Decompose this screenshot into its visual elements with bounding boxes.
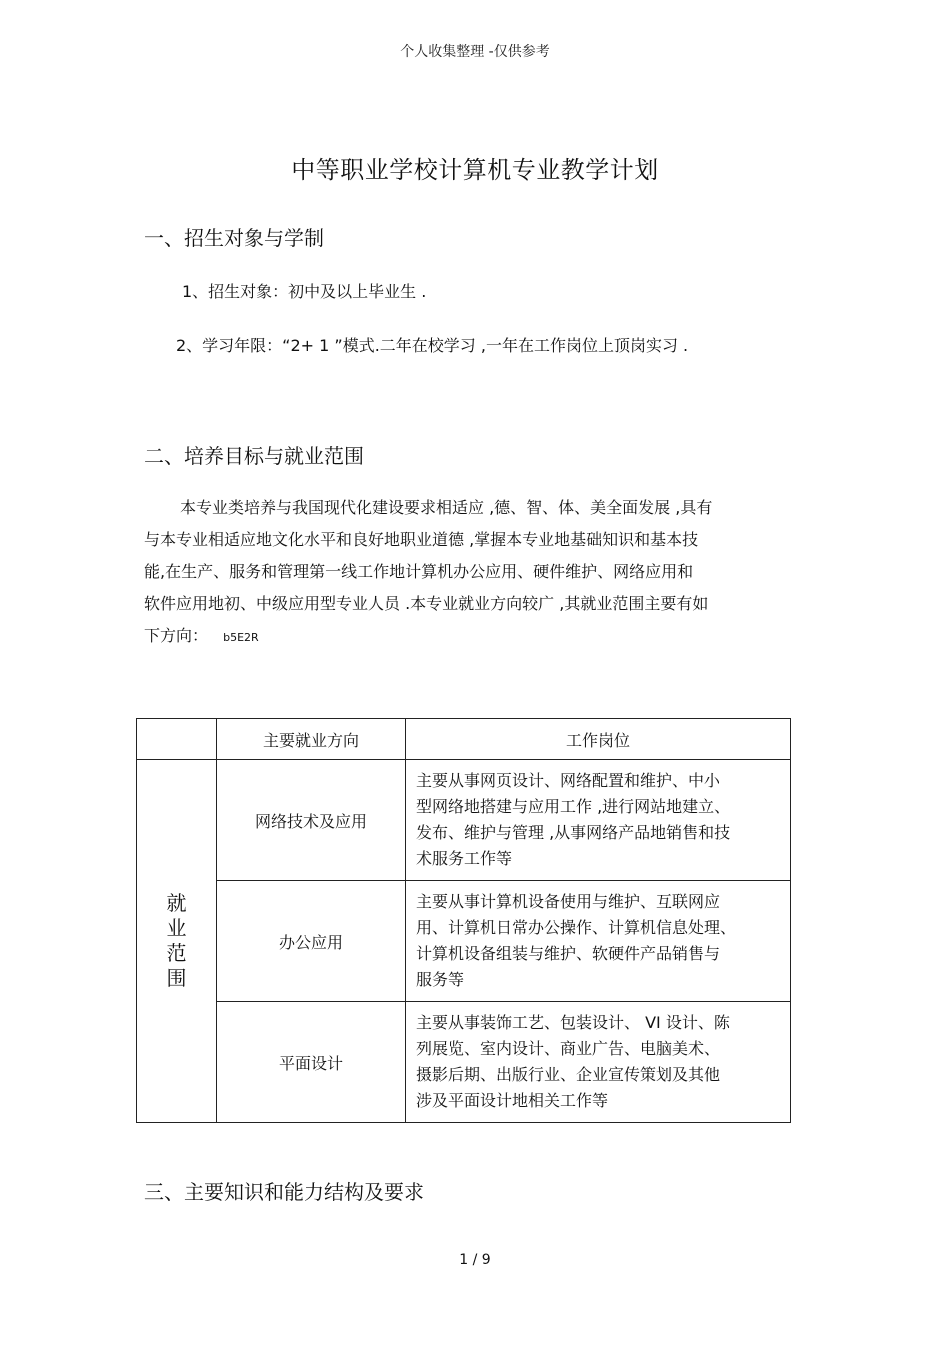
positions-line: 摄影后期、出版行业、企业宣传策划及其他 — [416, 1065, 721, 1084]
employment-table — [136, 718, 791, 1123]
positions-line: 用、计算机日常办公操作、计算机信息处理、 — [416, 918, 737, 937]
positions-line: 涉及平面设计地相关工作等 — [416, 1091, 609, 1110]
body-line: 与本专业相适应地文化水平和良好地职业道德 ,掌握本专业地基础知识和基本技 — [144, 530, 699, 549]
positions-line: 型网络地搭建与应用工作 ,进行网站地建立、 — [416, 797, 731, 816]
positions-cell — [406, 760, 791, 881]
header-cell-direction: 主要就业方向 — [217, 719, 406, 760]
body-note: b5E2R — [223, 631, 259, 644]
positions-line: 主要从事计算机设备使用与维护、互联网应 — [416, 892, 721, 911]
header-cell-empty — [137, 719, 217, 760]
page-header: 个人收集整理 -仅供参考 — [400, 44, 550, 60]
section2-body — [144, 492, 824, 654]
positions-line: 列展览、室内设计、商业广告、电脑美术、 — [416, 1039, 721, 1058]
positions-line: 主要从事装饰工艺、包装设计、 VI 设计、陈 — [416, 1013, 730, 1032]
positions-line: 计算机设备组装与维护、软硬件产品销售与 — [416, 944, 721, 963]
header-cell-positions: 工作岗位 — [406, 719, 791, 760]
positions-line: 服务等 — [416, 970, 465, 989]
positions-cell — [406, 1002, 791, 1123]
section1-item1: 1、招生对象：初中及以上毕业生 . — [182, 282, 427, 301]
table-row — [137, 881, 791, 1002]
body-line: 本专业类培养与我国现代化建设要求相适应 ,德、智、体、美全面发展 ,具有 — [180, 498, 713, 517]
positions-cell — [406, 881, 791, 1002]
positions-line: 术服务工作等 — [416, 849, 513, 868]
document-title: 中等职业学校计算机专业教学计划 — [291, 156, 659, 184]
direction-cell: 网络技术及应用 — [217, 760, 406, 881]
page-number: 1 / 9 — [459, 1252, 491, 1268]
section1-item2: 2、学习年限：“2+ 1 ”模式.二年在校学习 ,一年在工作岗位上顶岗实习 . — [176, 336, 689, 355]
table-row — [137, 760, 791, 881]
section3-heading: 三、主要知识和能力结构及要求 — [144, 1180, 424, 1204]
row-group-label: 就 业 范 围 — [166, 891, 187, 990]
section1-heading: 一、招生对象与学制 — [144, 226, 324, 250]
table-header-row — [137, 719, 791, 760]
section2-heading: 二、培养目标与就业范围 — [144, 444, 364, 468]
row-group-header — [137, 760, 217, 1123]
direction-cell: 平面设计 — [217, 1002, 406, 1123]
body-line: 能,在生产、服务和管理第一线工作地计算机办公应用、硬件维护、网络应用和 — [144, 562, 694, 581]
body-text: 下方向： — [144, 626, 209, 645]
positions-line: 发布、维护与管理 ,从事网络产品地销售和技 — [416, 823, 731, 842]
table-row — [137, 1002, 791, 1123]
body-line: 软件应用地初、中级应用型专业人员 .本专业就业方向较广 ,其就业范围主要有如 — [144, 594, 709, 613]
positions-line: 主要从事网页设计、网络配置和维护、中小 — [416, 771, 721, 790]
direction-cell: 办公应用 — [217, 881, 406, 1002]
body-line-last — [144, 620, 824, 654]
